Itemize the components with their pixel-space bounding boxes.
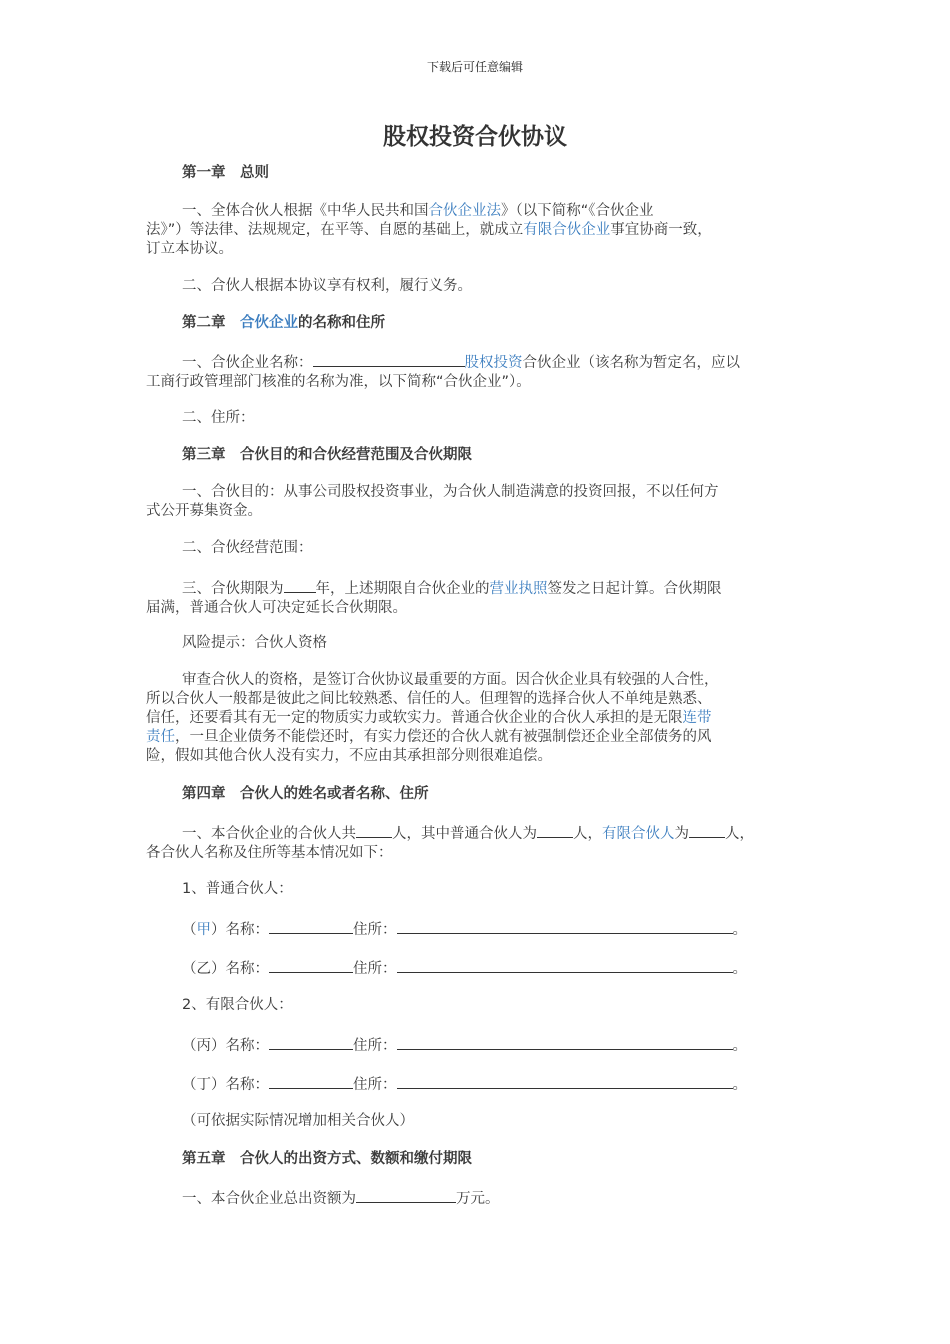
ch1-paragraph-2: 二、合伙人根据本协议享有权利，履行义务。 bbox=[182, 278, 472, 294]
partner-row-b: （乙）名称： 住所： 。 bbox=[182, 957, 846, 979]
ch3-paragraph-4: 审查合伙人的资格，是签订合伙协议最重要的方面。因合伙企业具有较强的人合性， 所以合伙人一般都是彼此之间比较熟悉、信任的人。但理智的选择合伙人不单纯是熟悉、 信任，还要看其有无一定的物质实力或软实力。普通合伙企业的合伙人承担的是无限连带 责任，一旦企业债务不能偿还时，有实力偿还的合伙人就有被强制偿还企业全部债务的风 险，假如其他合伙人没有实力，不应由其承担部分则很难追偿。 bbox=[146, 672, 719, 764]
partner-d-name-blank[interactable] bbox=[269, 1073, 353, 1089]
limited-partner-label: 2、有限合伙人： bbox=[182, 997, 293, 1013]
page-header: 下载后可任意编辑 bbox=[426, 60, 523, 74]
partner-row-a: （甲）名称： 住所： 。 bbox=[182, 918, 846, 940]
ch2-paragraph-2: 二、住所： bbox=[182, 410, 255, 426]
ch1-paragraph-1: 一、全体合伙人根据《中华人民共和国合伙企业法》（以下简称“《合伙企业 法》”）等法律、法规规定，在平等、自愿的基础上，就成立有限合伙企业事宜协商一致， 订立本协议。 bbox=[146, 203, 712, 257]
partner-c-name-blank[interactable] bbox=[269, 1034, 353, 1050]
partner-row-c: （丙）名称： 住所： 。 bbox=[182, 1034, 846, 1056]
partner-c-address-blank[interactable] bbox=[397, 1034, 733, 1050]
ch4-paragraph-1: 一、本合伙企业的合伙人共 人，其中普通合伙人为 人，有限合伙人为 人， 各合伙人名称及住所等基本情况如下： bbox=[146, 822, 810, 863]
enterprise-name-blank[interactable] bbox=[313, 351, 465, 367]
link-equity-investment[interactable]: 股权投资 bbox=[464, 355, 523, 371]
partner-a-name-blank[interactable] bbox=[269, 918, 353, 934]
general-partners-blank[interactable] bbox=[537, 822, 573, 838]
chapter-4-heading: 第四章 合伙人的姓名或者名称、住所 bbox=[182, 786, 429, 802]
link-partnership-law[interactable]: 合伙企业法 bbox=[428, 203, 501, 219]
link-partnership-enterprise[interactable]: 合伙企业 bbox=[240, 315, 298, 331]
limited-partners-blank[interactable] bbox=[689, 822, 725, 838]
document-title: 股权投资合伙协议 bbox=[383, 124, 567, 150]
partner-b-name-blank[interactable] bbox=[269, 957, 353, 973]
ch2-paragraph-1: 一、合伙企业名称： 股权投资合伙企业（该名称为暂定名，应以 工商行政管理部门核准的名称为准，以下简称“合伙企业”）。 bbox=[146, 351, 810, 392]
partner-d-address-blank[interactable] bbox=[397, 1073, 733, 1089]
risk-tip: 风险提示：合伙人资格 bbox=[182, 635, 327, 651]
total-partners-blank[interactable] bbox=[356, 822, 392, 838]
link-joint-liability-1[interactable]: 连带 bbox=[682, 710, 712, 726]
ch5-paragraph-1: 一、本合伙企业总出资额为 万元。 bbox=[146, 1187, 810, 1209]
link-joint-liability-2[interactable]: 责任 bbox=[146, 729, 175, 745]
ch3-paragraph-1: 一、合伙目的：从事公司股权投资事业，为合伙人制造满意的投资回报，不以任何方 式公开募集资金。 bbox=[146, 484, 719, 519]
partner-a-address-blank[interactable] bbox=[397, 918, 733, 934]
term-years-blank[interactable] bbox=[284, 577, 316, 593]
link-business-license[interactable]: 营业执照 bbox=[489, 581, 548, 597]
chapter-1-heading: 第一章 总则 bbox=[182, 165, 269, 181]
total-capital-blank[interactable] bbox=[356, 1187, 456, 1203]
link-limited-partner[interactable]: 有限合伙人 bbox=[602, 826, 675, 842]
partner-row-d: （丁）名称： 住所： 。 bbox=[182, 1073, 846, 1095]
chapter-2-heading: 第二章 合伙企业的名称和住所 bbox=[182, 315, 385, 331]
chapter-3-heading: 第三章 合伙目的和合伙经营范围及合伙期限 bbox=[182, 447, 472, 463]
link-party-a[interactable]: 甲 bbox=[196, 922, 211, 938]
link-limited-partnership[interactable]: 有限合伙企业 bbox=[523, 222, 611, 238]
general-partner-label: 1、普通合伙人： bbox=[182, 881, 293, 897]
ch3-paragraph-2: 二、合伙经营范围： bbox=[182, 540, 313, 556]
ch3-paragraph-3: 三、合伙期限为 年，上述期限自合伙企业的营业执照签发之日起计算。合伙期限 届满，普通合伙人可决定延长合伙期限。 bbox=[146, 577, 810, 618]
partner-note: （可依据实际情况增加相关合伙人） bbox=[182, 1113, 414, 1129]
chapter-5-heading: 第五章 合伙人的出资方式、数额和缴付期限 bbox=[182, 1151, 472, 1167]
partner-b-address-blank[interactable] bbox=[397, 957, 733, 973]
